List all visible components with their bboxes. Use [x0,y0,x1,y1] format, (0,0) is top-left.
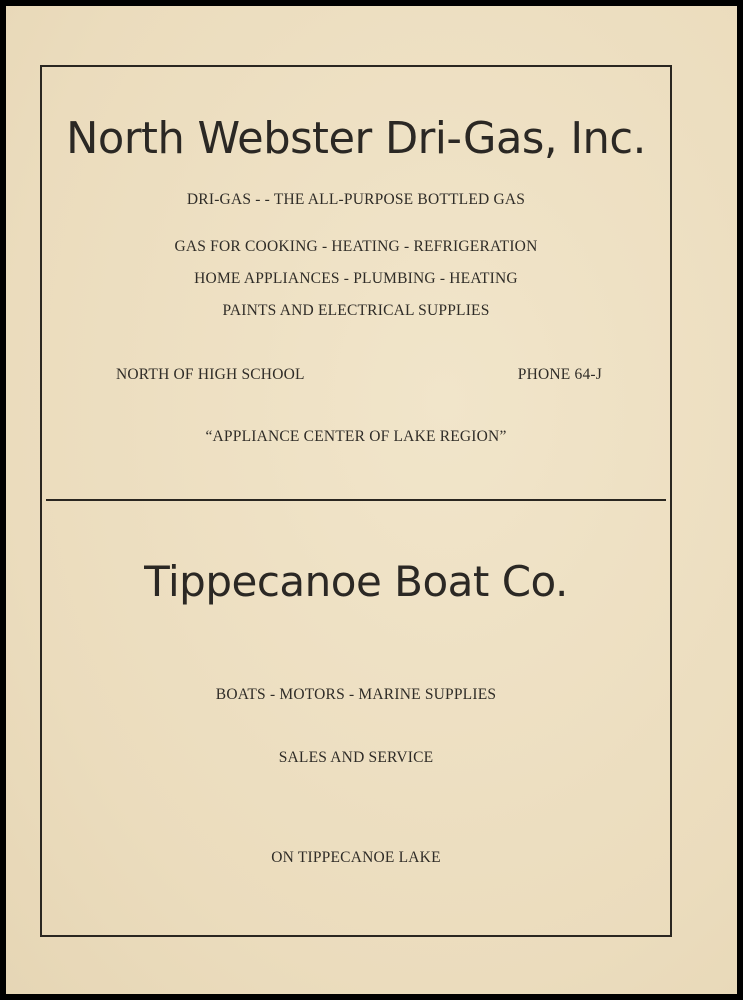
service-line: HOME APPLIANCES - PLUMBING - HEATING [194,270,518,287]
service-line: PAINTS AND ELECTRICAL SUPPLIES [222,302,490,319]
location-text: NORTH OF HIGH SCHOOL [116,366,305,383]
location-line: ON TIPPECANOE LAKE [271,849,441,866]
advertisement-frame [40,65,672,937]
service-line: SALES AND SERVICE [278,749,434,766]
service-line: GAS FOR COOKING - HEATING - REFRIGERATION [174,238,538,255]
company-name: North Webster Dri-Gas, Inc. [66,113,646,164]
slogan: “APPLIANCE CENTER OF LAKE REGION” [205,428,507,445]
tagline: DRI-GAS - - THE ALL-PURPOSE BOTTLED GAS [186,191,526,208]
advertisement-tippecanoe-boat-co [42,501,670,937]
page [6,6,737,994]
products-line: BOATS - MOTORS - MARINE SUPPLIES [215,686,497,703]
phone-text: PHONE 64-J [517,366,602,383]
company-name: Tippecanoe Boat Co. [144,557,568,606]
advertisement-north-webster-dri-gas [42,67,670,499]
contact-row [116,366,602,384]
